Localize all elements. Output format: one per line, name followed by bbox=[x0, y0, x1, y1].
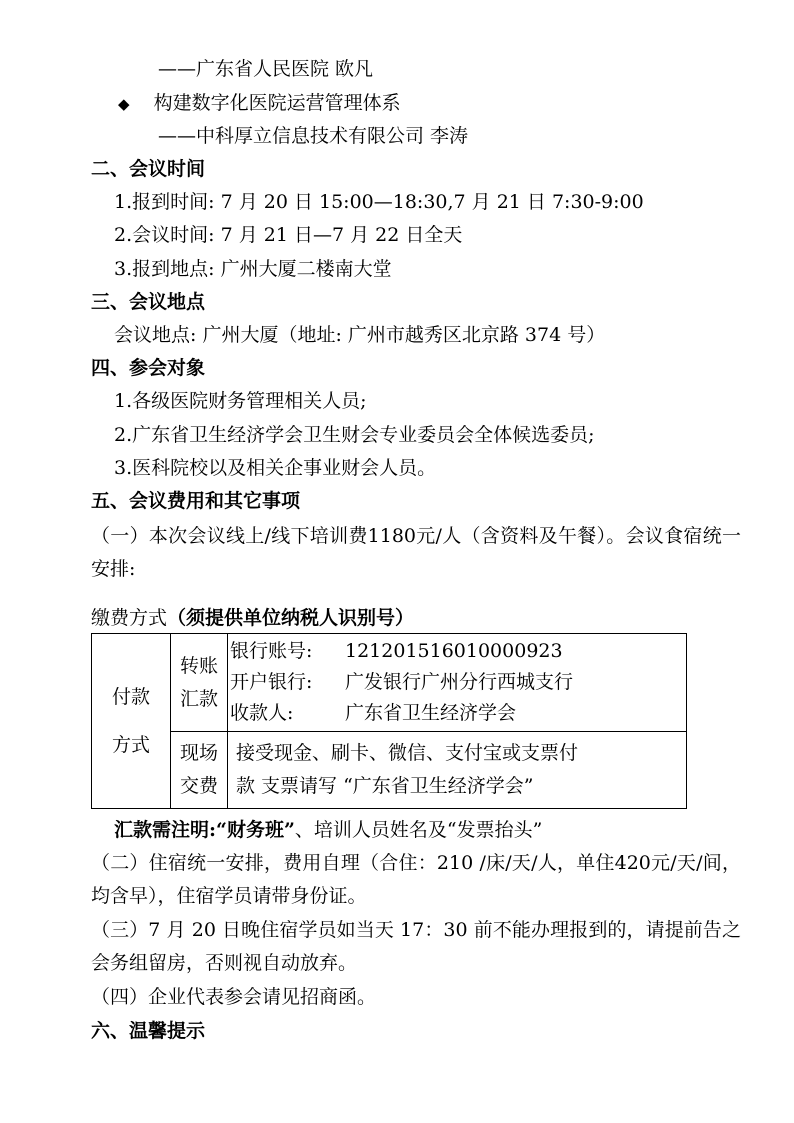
section-title-venue: 三、会议地点 bbox=[91, 291, 206, 313]
bank-row-bank bbox=[228, 667, 686, 698]
time-item-1: 1.报到时间: 7 月 20 日 15:00—18:30,7 月 21 日 7:30-9:00 bbox=[114, 191, 644, 213]
bank-row-payee bbox=[228, 698, 686, 729]
agenda-item-2 bbox=[118, 91, 401, 116]
transfer-label-1: 转账 bbox=[179, 654, 218, 677]
agenda-topic-2: 构建数字化医院运营管理体系 bbox=[153, 92, 401, 114]
payment-method-cell bbox=[92, 634, 171, 809]
bank-name-value: 广发银行广州分行西城支行 bbox=[345, 671, 574, 693]
onsite-label-cell bbox=[171, 732, 228, 809]
payment-method-label-2: 方式 bbox=[111, 734, 150, 756]
remittance-note-rest: 、培训人员姓名及“发票抬头” bbox=[294, 819, 543, 841]
attendee-item-2: 2.广东省卫生经济学会卫生财会专业委员会全体候选委员; bbox=[114, 424, 595, 446]
section-title-fees: 五、会议费用和其它事项 bbox=[91, 490, 301, 512]
section-title-attendees: 四、参会对象 bbox=[91, 357, 206, 379]
fee-paragraph-1: （一）本次会议线上/线下培训费1180元/人（含资料及午餐）。会议食宿统一安排: bbox=[91, 525, 741, 580]
onsite-label-1: 现场 bbox=[179, 742, 218, 764]
bank-name-key: 开户银行: bbox=[230, 671, 313, 693]
fee-paragraph-3: （三）7 月 20 日晚住宿学员如当天 17：30 前不能办理报到的，请提前告之会务组留房，否则视自动放弃。 bbox=[91, 919, 741, 974]
onsite-info-cell bbox=[228, 732, 687, 809]
fee-paragraph-4: （四）企业代表参会请见招商函。 bbox=[91, 986, 377, 1008]
payment-caption bbox=[91, 606, 414, 630]
bank-account-key: 银行账号: bbox=[230, 640, 313, 662]
onsite-line-2: 款 支票请写 “广东省卫生经济学会” bbox=[236, 775, 534, 797]
speaker-line-1: ——广东省人民医院 欧凡 bbox=[158, 58, 374, 80]
section-title-tips: 六、温馨提示 bbox=[91, 1020, 206, 1042]
onsite-line-1: 接受现金、刷卡、微信、支付宝或支票付 bbox=[236, 742, 579, 764]
bank-payee-value: 广东省卫生经济学会 bbox=[345, 702, 517, 724]
speaker-line-2: ——中科厚立信息技术有限公司 李涛 bbox=[158, 125, 469, 147]
time-item-2: 2.会议时间: 7 月 21 日—7 月 22 日全天 bbox=[114, 224, 463, 246]
payment-table bbox=[91, 633, 687, 809]
section-title-time: 二、会议时间 bbox=[91, 158, 206, 180]
onsite-label-2: 交费 bbox=[179, 775, 218, 797]
payment-caption-note: （须提供单位纳税人识别号） bbox=[167, 607, 415, 629]
remittance-note-bold: 汇款需注明:“财务班” bbox=[114, 819, 295, 841]
diamond-bullet-icon: ◆ bbox=[118, 95, 130, 113]
payment-caption-prefix: 缴费方式 bbox=[91, 607, 168, 629]
remittance-note bbox=[114, 818, 542, 842]
bank-info-cell bbox=[228, 634, 687, 732]
attendee-item-3: 3.医科院校以及相关企事业财会人员。 bbox=[114, 457, 437, 479]
transfer-label-cell bbox=[171, 634, 228, 732]
attendee-item-1: 1.各级医院财务管理相关人员; bbox=[114, 390, 367, 412]
payment-method-label-1: 付款 bbox=[111, 686, 150, 708]
venue-text: 会议地点: 广州大厦（地址: 广州市越秀区北京路 374 号） bbox=[114, 324, 606, 346]
bank-payee-key: 收款人: bbox=[230, 702, 294, 724]
transfer-label-2: 汇款 bbox=[179, 687, 218, 710]
bank-account-value: 121201516010000923 bbox=[345, 640, 563, 662]
fee-paragraph-2: （二）住宿统一安排，费用自理（合住：210 /床/天/人，单住420元/天/间，均含早），住宿学员请带身份证。 bbox=[91, 852, 741, 907]
bank-row-account bbox=[228, 636, 686, 667]
time-item-3: 3.报到地点: 广州大厦二楼南大堂 bbox=[114, 258, 392, 280]
